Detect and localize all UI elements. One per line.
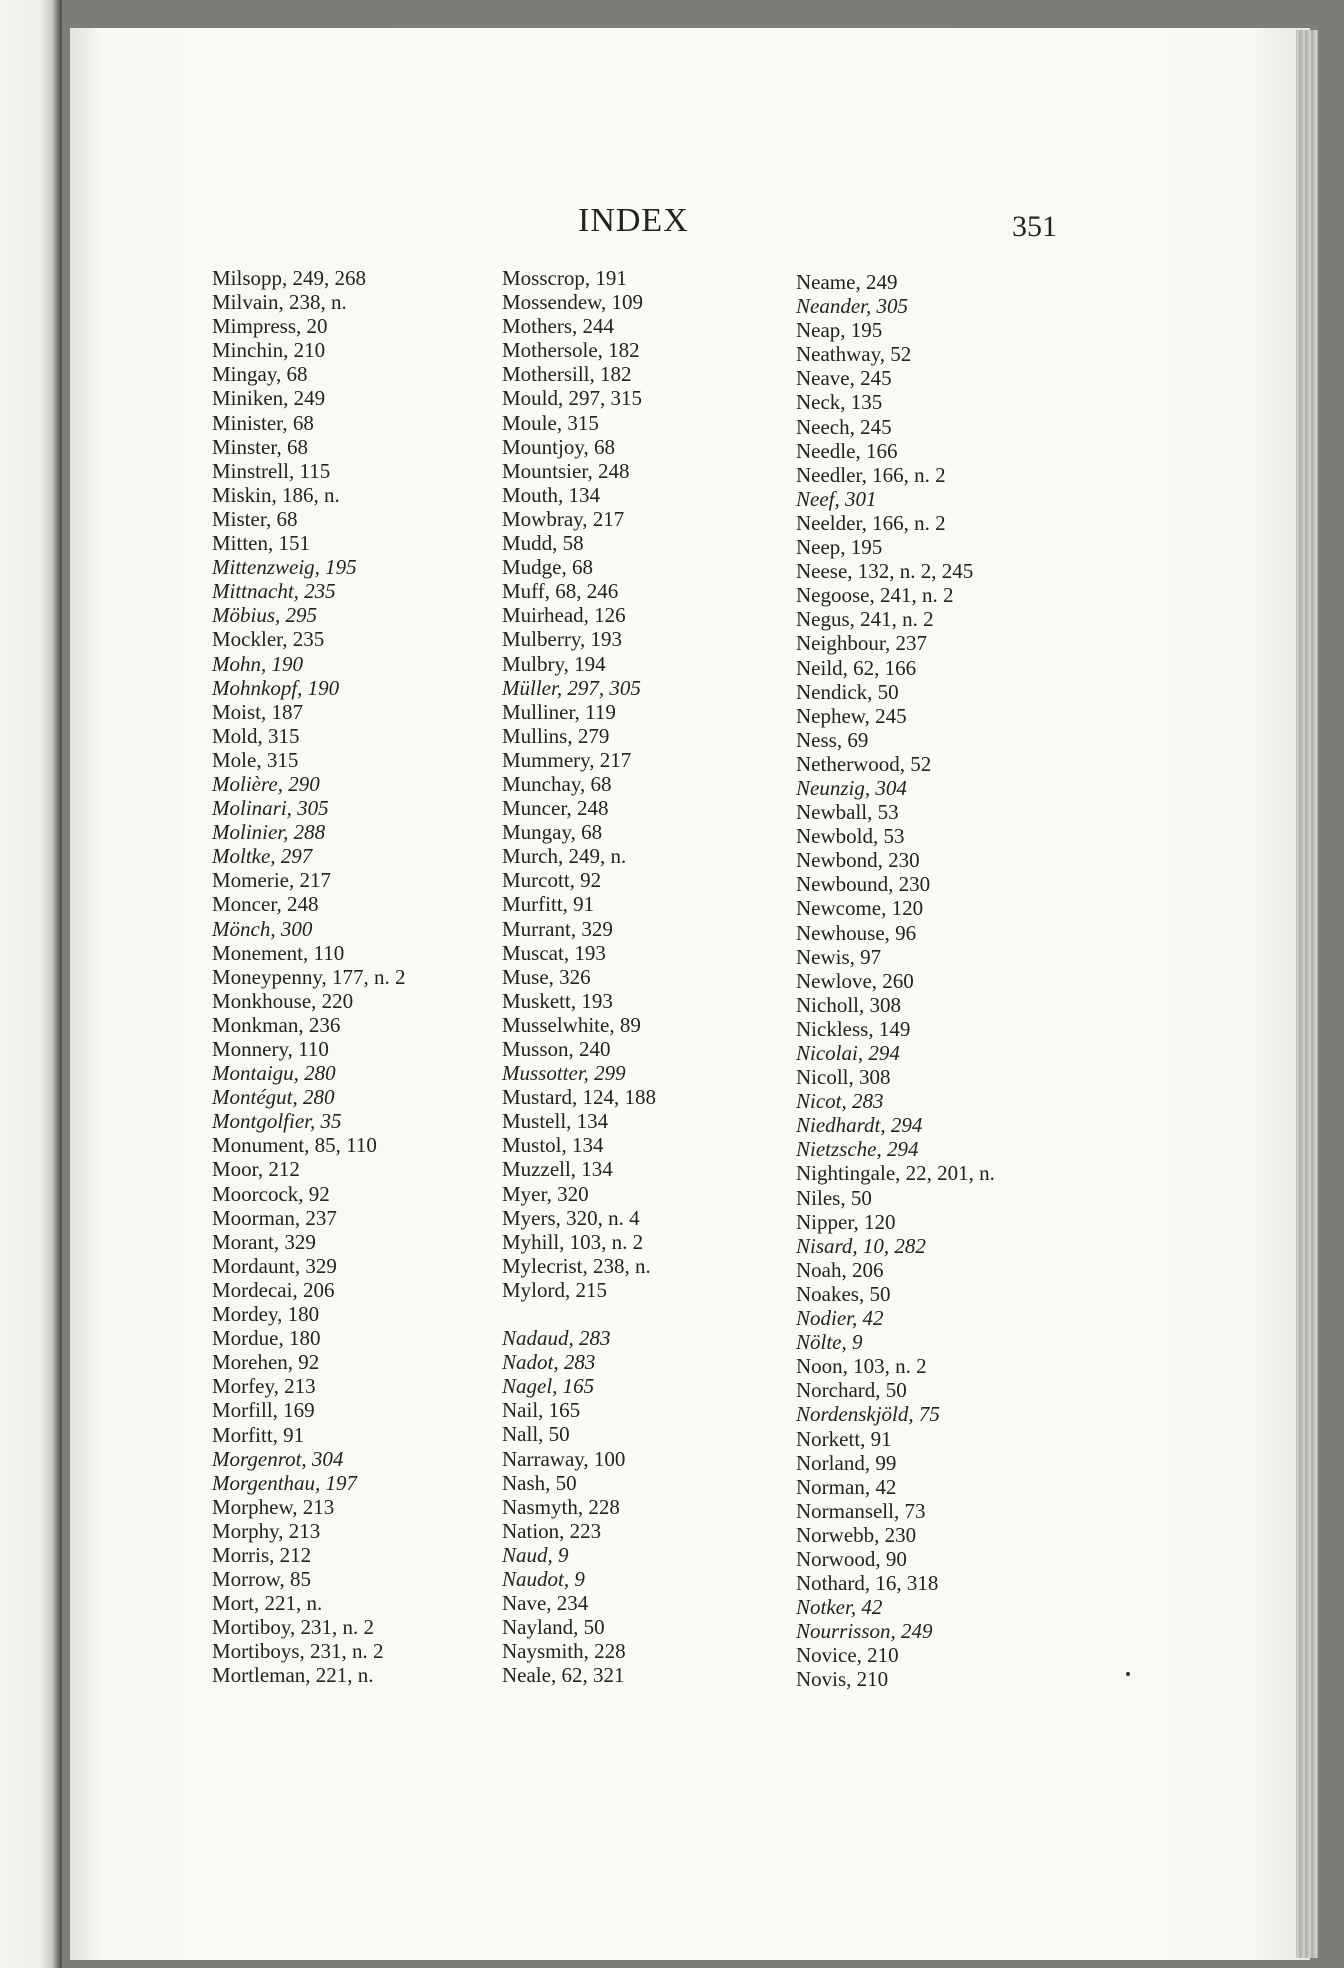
index-entry: Norland, 99 — [796, 1450, 897, 1475]
index-column-1 — [212, 266, 522, 1688]
index-entry: Murch, 249, n. — [502, 844, 627, 869]
index-entry: Neap, 195 — [796, 318, 883, 343]
index-entry: Mungay, 68 — [502, 820, 603, 845]
index-entry: Nash, 50 — [502, 1470, 577, 1495]
index-entry: Notker, 42 — [796, 1595, 883, 1620]
index-entry: Nagel, 165 — [502, 1374, 595, 1399]
index-entry: Norchard, 50 — [796, 1378, 907, 1403]
index-entry: Mold, 315 — [212, 723, 300, 748]
index-entry: Myer, 320 — [502, 1181, 589, 1206]
index-entry: Newhouse, 96 — [796, 920, 917, 945]
index-entry: Negus, 241, n. 2 — [796, 607, 934, 632]
index-entry: Mulbry, 194 — [502, 651, 606, 676]
index-entry: Morehen, 92 — [212, 1350, 320, 1375]
index-entry: Mordue, 180 — [212, 1326, 321, 1351]
index-entry: Mothers, 244 — [502, 314, 614, 339]
index-entry: Myhill, 103, n. 2 — [502, 1229, 644, 1254]
index-entry: Nipper, 120 — [796, 1209, 896, 1234]
index-entry: Mittenzweig, 195 — [212, 555, 357, 580]
index-entry: Molinari, 305 — [212, 796, 329, 821]
index-entry: Morphy, 213 — [212, 1518, 321, 1543]
index-entry: Morris, 212 — [212, 1542, 312, 1567]
index-entry: Montégut, 280 — [212, 1085, 335, 1110]
index-entry: Muff, 68, 246 — [502, 579, 619, 604]
index-entry: Mothersill, 182 — [502, 362, 632, 387]
index-entry: Moist, 187 — [212, 699, 304, 724]
index-entry: Nicholl, 308 — [796, 992, 901, 1017]
index-entry: Mulberry, 193 — [502, 627, 622, 652]
index-entry: Neef, 301 — [796, 486, 877, 511]
index-entry: Neese, 132, n. 2, 245 — [796, 559, 974, 584]
index-entry: Nordenskjöld, 75 — [796, 1402, 940, 1427]
index-entry: Newbold, 53 — [796, 824, 905, 849]
index-entry: Mortiboy, 231, n. 2 — [212, 1615, 374, 1640]
index-entry: Mortiboys, 231, n. 2 — [212, 1639, 384, 1664]
index-entry: Molinier, 288 — [212, 820, 326, 845]
index-entry: Monkhouse, 220 — [212, 988, 354, 1013]
index-column-3 — [796, 270, 1106, 1692]
index-entry: Neave, 245 — [796, 366, 892, 391]
index-entry: Morphew, 213 — [212, 1494, 335, 1519]
index-entry: Milsopp, 249, 268 — [212, 266, 367, 290]
index-entry: Neale, 62, 321 — [502, 1663, 625, 1688]
index-entry: Mustell, 134 — [502, 1109, 609, 1134]
index-entry: Monement, 110 — [212, 940, 345, 965]
index-entry: Möbius, 295 — [212, 603, 317, 628]
index-entry: Norwebb, 230 — [796, 1522, 917, 1547]
index-entry: Nisard, 10, 282 — [796, 1233, 926, 1258]
index-entry: Mowbray, 217 — [502, 506, 625, 531]
index-entry: Nourrisson, 249 — [796, 1619, 933, 1644]
paper-speck — [1126, 1672, 1130, 1676]
index-entry: Nölte, 9 — [796, 1330, 863, 1355]
page-stack-edge — [1296, 30, 1318, 1958]
index-entry: Nadaud, 283 — [502, 1326, 611, 1351]
index-entry: Morfitt, 91 — [212, 1422, 305, 1447]
index-entry: Nayland, 50 — [502, 1615, 605, 1640]
index-entry: Musselwhite, 89 — [502, 1012, 641, 1037]
index-entry: Myers, 320, n. 4 — [502, 1205, 640, 1230]
index-entry: Nietzsche, 294 — [796, 1137, 919, 1162]
index-entry: Neander, 305 — [796, 294, 908, 319]
index-entry: Murrant, 329 — [502, 916, 613, 941]
index-entry: Noakes, 50 — [796, 1281, 891, 1306]
index-entry: Mohnkopf, 190 — [212, 675, 340, 700]
index-entry: Muncer, 248 — [502, 796, 609, 821]
index-entry: Mort, 221, n. — [212, 1591, 323, 1616]
index-entry: Naudot, 9 — [502, 1566, 585, 1591]
index-entry: Negoose, 241, n. 2 — [796, 583, 954, 608]
index-entry: Momerie, 217 — [212, 868, 331, 893]
section-gap — [502, 1302, 812, 1326]
index-entry: Moorcock, 92 — [212, 1181, 330, 1206]
index-entry: Mountsier, 248 — [502, 458, 630, 483]
index-entry: Norkett, 91 — [796, 1426, 892, 1451]
index-entry: Nave, 234 — [502, 1591, 589, 1616]
index-entry: Newcome, 120 — [796, 896, 924, 921]
index-entry: Naysmith, 228 — [502, 1639, 626, 1664]
index-entry: Mönch, 300 — [212, 916, 313, 941]
index-entry: Mountjoy, 68 — [502, 434, 615, 459]
index-entry: Novice, 210 — [796, 1643, 899, 1668]
index-entry: Moule, 315 — [502, 410, 599, 435]
index-entry: Mylecrist, 238, n. — [502, 1253, 651, 1278]
index-entry: Mustol, 134 — [502, 1133, 604, 1158]
index-entry: Mothersole, 182 — [502, 338, 640, 363]
index-column-2 — [502, 266, 812, 1687]
index-entry: Ness, 69 — [796, 727, 869, 752]
index-entry: Nall, 50 — [502, 1422, 570, 1447]
index-entry: Moor, 212 — [212, 1157, 300, 1182]
index-entry: Mitten, 151 — [212, 531, 310, 556]
index-entry: Moneypenny, 177, n. 2 — [212, 964, 406, 989]
index-entry: Munchay, 68 — [502, 771, 612, 796]
index-entry: Minister, 68 — [212, 410, 314, 435]
index-entry: Neild, 62, 166 — [796, 655, 917, 680]
index-entry: Mister, 68 — [212, 506, 298, 531]
index-entry: Noon, 103, n. 2 — [796, 1354, 927, 1379]
index-entry: Nadot, 283 — [502, 1350, 596, 1375]
index-entry: Montaigu, 280 — [212, 1061, 336, 1086]
index-entry: Mouth, 134 — [502, 482, 601, 507]
index-entry: Moorman, 237 — [212, 1205, 337, 1230]
index-entry: Mussotter, 299 — [502, 1061, 626, 1086]
index-entry: Mustard, 124, 188 — [502, 1085, 656, 1110]
index-entry: Neep, 195 — [796, 535, 883, 560]
index-entry: Mudd, 58 — [502, 531, 584, 556]
index-entry: Muirhead, 126 — [502, 603, 626, 628]
index-entry: Newbond, 230 — [796, 848, 920, 873]
index-entry: Nicot, 283 — [796, 1089, 884, 1114]
index-entry: Normansell, 73 — [796, 1498, 926, 1523]
index-entry: Musson, 240 — [502, 1037, 611, 1061]
index-entry: Neunzig, 304 — [796, 775, 907, 800]
index-entry: Mohn, 190 — [212, 651, 303, 676]
index-entry: Muscat, 193 — [502, 940, 606, 965]
index-entry: Newbound, 230 — [796, 872, 931, 897]
index-entry: Newball, 53 — [796, 800, 899, 825]
index-entry: Minstrell, 115 — [212, 458, 331, 483]
page-heading: INDEX — [578, 202, 689, 239]
index-entry: Naud, 9 — [502, 1542, 569, 1567]
index-entry: Neelder, 166, n. 2 — [796, 510, 946, 535]
index-entry: Mosscrop, 191 — [502, 266, 627, 290]
index-entry: Nephew, 245 — [796, 703, 907, 728]
page-number: 351 — [1012, 210, 1057, 243]
index-entry: Nodier, 42 — [796, 1306, 884, 1331]
index-entry: Mulliner, 119 — [502, 699, 616, 724]
index-entry: Murfitt, 91 — [502, 892, 595, 917]
index-entry: Mordecai, 206 — [212, 1277, 335, 1302]
index-entry: Mossendew, 109 — [502, 290, 643, 315]
index-entry: Mockler, 235 — [212, 627, 325, 652]
index-entry: Murcott, 92 — [502, 868, 602, 893]
index-entry: Morfey, 213 — [212, 1374, 316, 1399]
index-entry: Nickless, 149 — [796, 1016, 911, 1041]
index-entry: Neck, 135 — [796, 390, 883, 415]
index-entry: Newis, 97 — [796, 944, 882, 969]
index-entry: Neighbour, 237 — [796, 631, 927, 656]
index-entry: Morrow, 85 — [212, 1567, 311, 1592]
index-entry: Mullins, 279 — [502, 723, 610, 748]
index-entry: Mittnacht, 235 — [212, 579, 336, 604]
index-entry: Muskett, 193 — [502, 988, 613, 1013]
index-entry: Monnery, 110 — [212, 1037, 329, 1061]
index-entry: Monument, 85, 110 — [212, 1133, 377, 1158]
index-entry: Muse, 326 — [502, 964, 591, 989]
index-entry: Morgenrot, 304 — [212, 1446, 344, 1471]
index-entry: Nendick, 50 — [796, 679, 899, 704]
index-entry: Mudge, 68 — [502, 555, 593, 580]
index-entry: Needler, 166, n. 2 — [796, 462, 946, 487]
index-entry: Novis, 210 — [796, 1667, 889, 1692]
index-entry: Mordaunt, 329 — [212, 1253, 337, 1278]
index-entry: Mingay, 68 — [212, 362, 308, 387]
index-entry: Norwood, 90 — [796, 1546, 907, 1571]
index-entry: Minster, 68 — [212, 434, 308, 459]
index-entry: Mimpress, 20 — [212, 314, 328, 339]
index-entry: Nail, 165 — [502, 1398, 581, 1423]
index-entry: Moltke, 297 — [212, 844, 313, 869]
index-entry: Müller, 297, 305 — [502, 675, 641, 700]
index-entry: Niedhardt, 294 — [796, 1113, 923, 1138]
index-entry: Narraway, 100 — [502, 1446, 626, 1471]
index-entry: Nightingale, 22, 201, n. — [796, 1161, 995, 1186]
index-entry: Nasmyth, 228 — [502, 1494, 620, 1519]
index-entry: Needle, 166 — [796, 438, 898, 463]
index-entry: Neech, 245 — [796, 414, 892, 439]
index-entry: Mordey, 180 — [212, 1302, 320, 1327]
index-entry: Neathway, 52 — [796, 342, 912, 367]
index-entry: Montgolfier, 35 — [212, 1109, 342, 1134]
index-entry: Norman, 42 — [796, 1474, 897, 1499]
index-entry: Nation, 223 — [502, 1518, 602, 1543]
index-entry: Netherwood, 52 — [796, 751, 932, 776]
index-entry: Milvain, 238, n. — [212, 290, 347, 315]
index-entry: Muzzell, 134 — [502, 1157, 613, 1182]
index-entry: Mortleman, 221, n. — [212, 1663, 374, 1688]
index-entry: Mummery, 217 — [502, 747, 632, 772]
index-entry: Miskin, 186, n. — [212, 482, 340, 507]
index-entry: Nicoll, 308 — [796, 1065, 891, 1090]
index-entry: Minchin, 210 — [212, 338, 326, 363]
index-entry: Mylord, 215 — [502, 1277, 607, 1302]
index-entry: Moncer, 248 — [212, 892, 319, 917]
index-entry: Mole, 315 — [212, 747, 299, 772]
index-entry: Nicolai, 294 — [796, 1041, 900, 1065]
index-entry: Niles, 50 — [796, 1185, 872, 1210]
index-entry: Nothard, 16, 318 — [796, 1571, 939, 1596]
index-entry: Morant, 329 — [212, 1229, 316, 1254]
index-entry: Morfill, 169 — [212, 1398, 315, 1423]
index-entry: Monkman, 236 — [212, 1012, 341, 1037]
index-entry: Miniken, 249 — [212, 386, 326, 411]
index-entry: Noah, 206 — [796, 1257, 884, 1282]
index-entry: Neame, 249 — [796, 270, 898, 294]
index-entry: Morgenthau, 197 — [212, 1470, 358, 1495]
facing-page-edge — [0, 0, 62, 1968]
index-entry: Newlove, 260 — [796, 968, 914, 993]
index-entry: Mould, 297, 315 — [502, 386, 643, 411]
index-entry: Molière, 290 — [212, 771, 320, 796]
